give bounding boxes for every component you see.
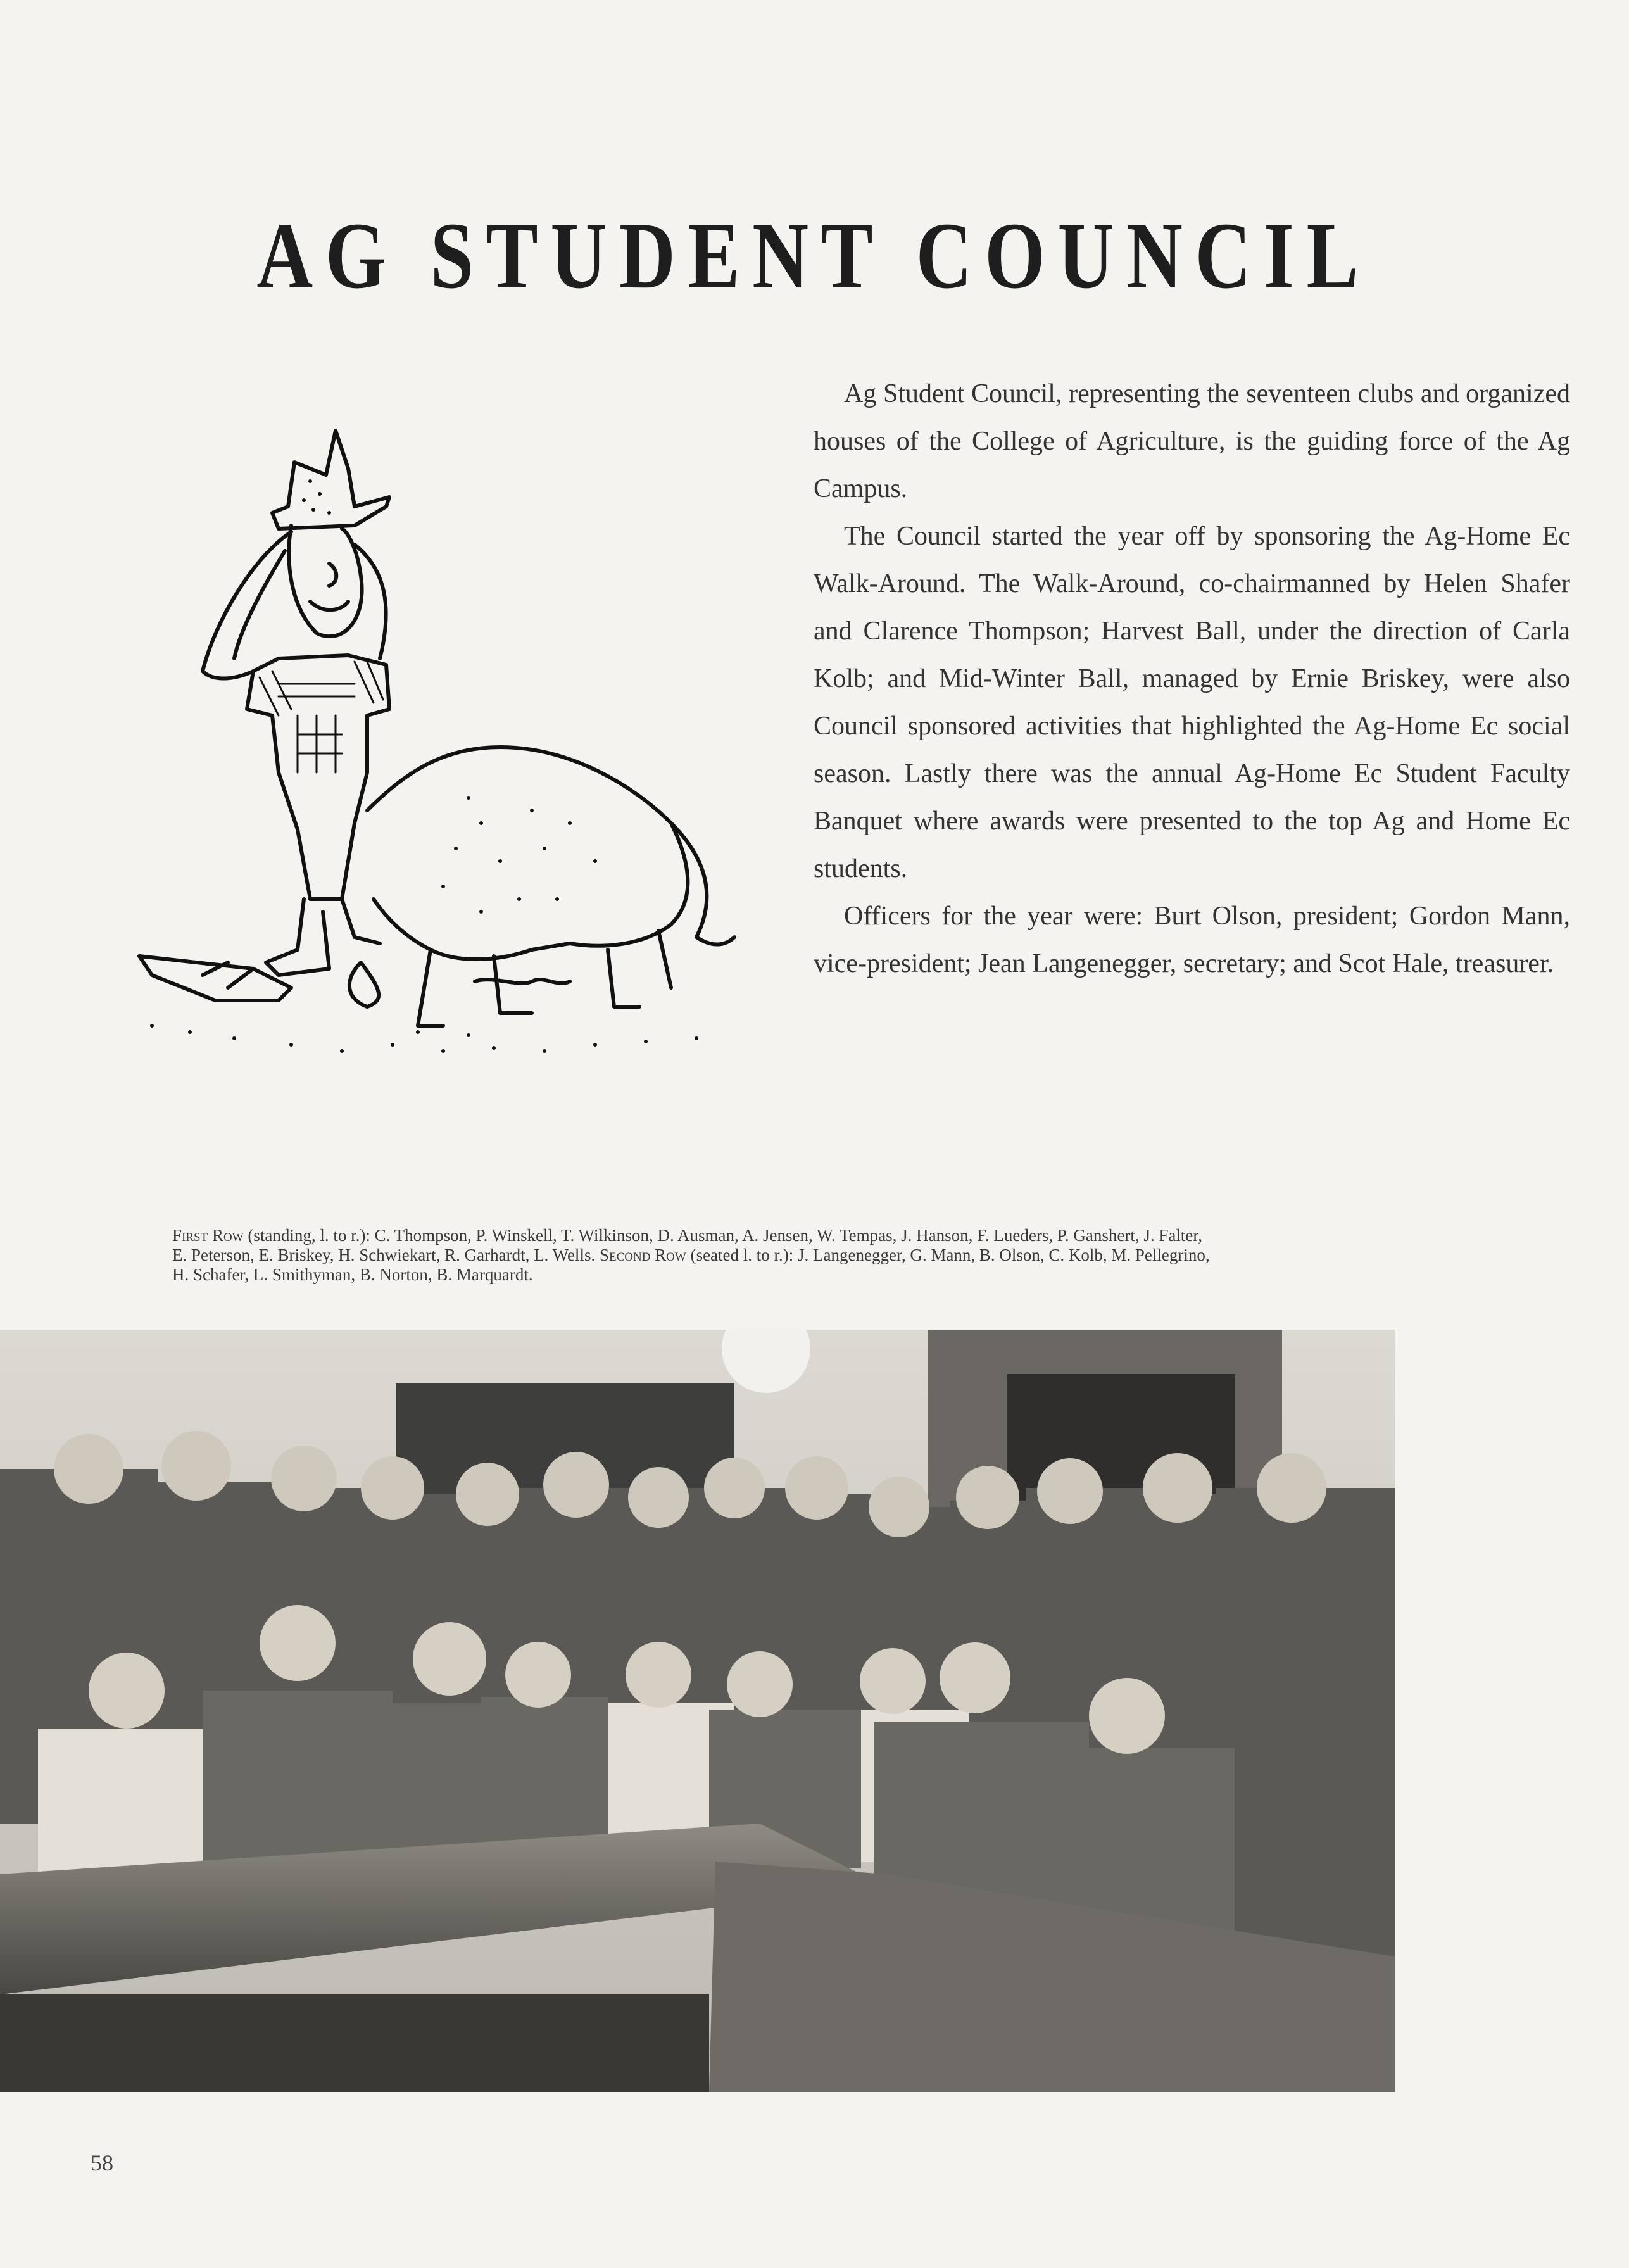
article-body: [814, 370, 1570, 988]
photo-caption: [172, 1226, 1211, 1285]
first-row-label: First Row: [172, 1226, 244, 1245]
paragraph-3: Officers for the year were: Burt Olson, president; Gordon Mann, vice-president; Jean Langenegger, secretary; and Scot Hale, treasurer.: [814, 902, 1570, 978]
first-row-names: (standing, l. to r.): C. Thompson, P. Winskell, T. Wilkinson, D. Ausman, A. Jensen, W. Tempas, J. Hanson, F. Lueders, P. Ganshert, J. Falter, E. Peterson, E. Briskey, H. Schwiekart, R. Garhardt, L. Wells.: [172, 1226, 1203, 1264]
page-title: AG STUDENT COUNCIL: [256, 203, 1371, 308]
second-row-names: (seated l. to r.): J. Langenegger, G. Mann, B. Olson, C. Kolb, M. Pellegrino, H. Schafer, L. Smithyman, B. Norton, B. Marquardt.: [172, 1245, 1210, 1284]
farmer-pig-illustration: [89, 418, 760, 1076]
second-row-label: Second Row: [599, 1245, 686, 1264]
group-photo: [0, 1330, 1395, 2092]
paragraph-1: Ag Student Council, representing the seventeen clubs and organized houses of the College of Agriculture, is the guiding force of the Ag Campus.: [814, 379, 1570, 503]
page-number: 58: [91, 2150, 113, 2176]
paragraph-2: The Council started the year off by sponsoring the Ag-Home Ec Walk-Around. The Walk-Around, co-chairmanned by Helen Shafer and Clarence Thompson; Harvest Ball, under the direction of Carla Kolb; and Mid-Winter Ball, managed by Ernie Briskey, were also Council sponsored activities that highlighted the Ag-Home Ec social season. Lastly there was the annual Ag-Home Ec Student Faculty Banquet where awards were presented to the top Ag and Home Ec students.: [814, 522, 1570, 883]
